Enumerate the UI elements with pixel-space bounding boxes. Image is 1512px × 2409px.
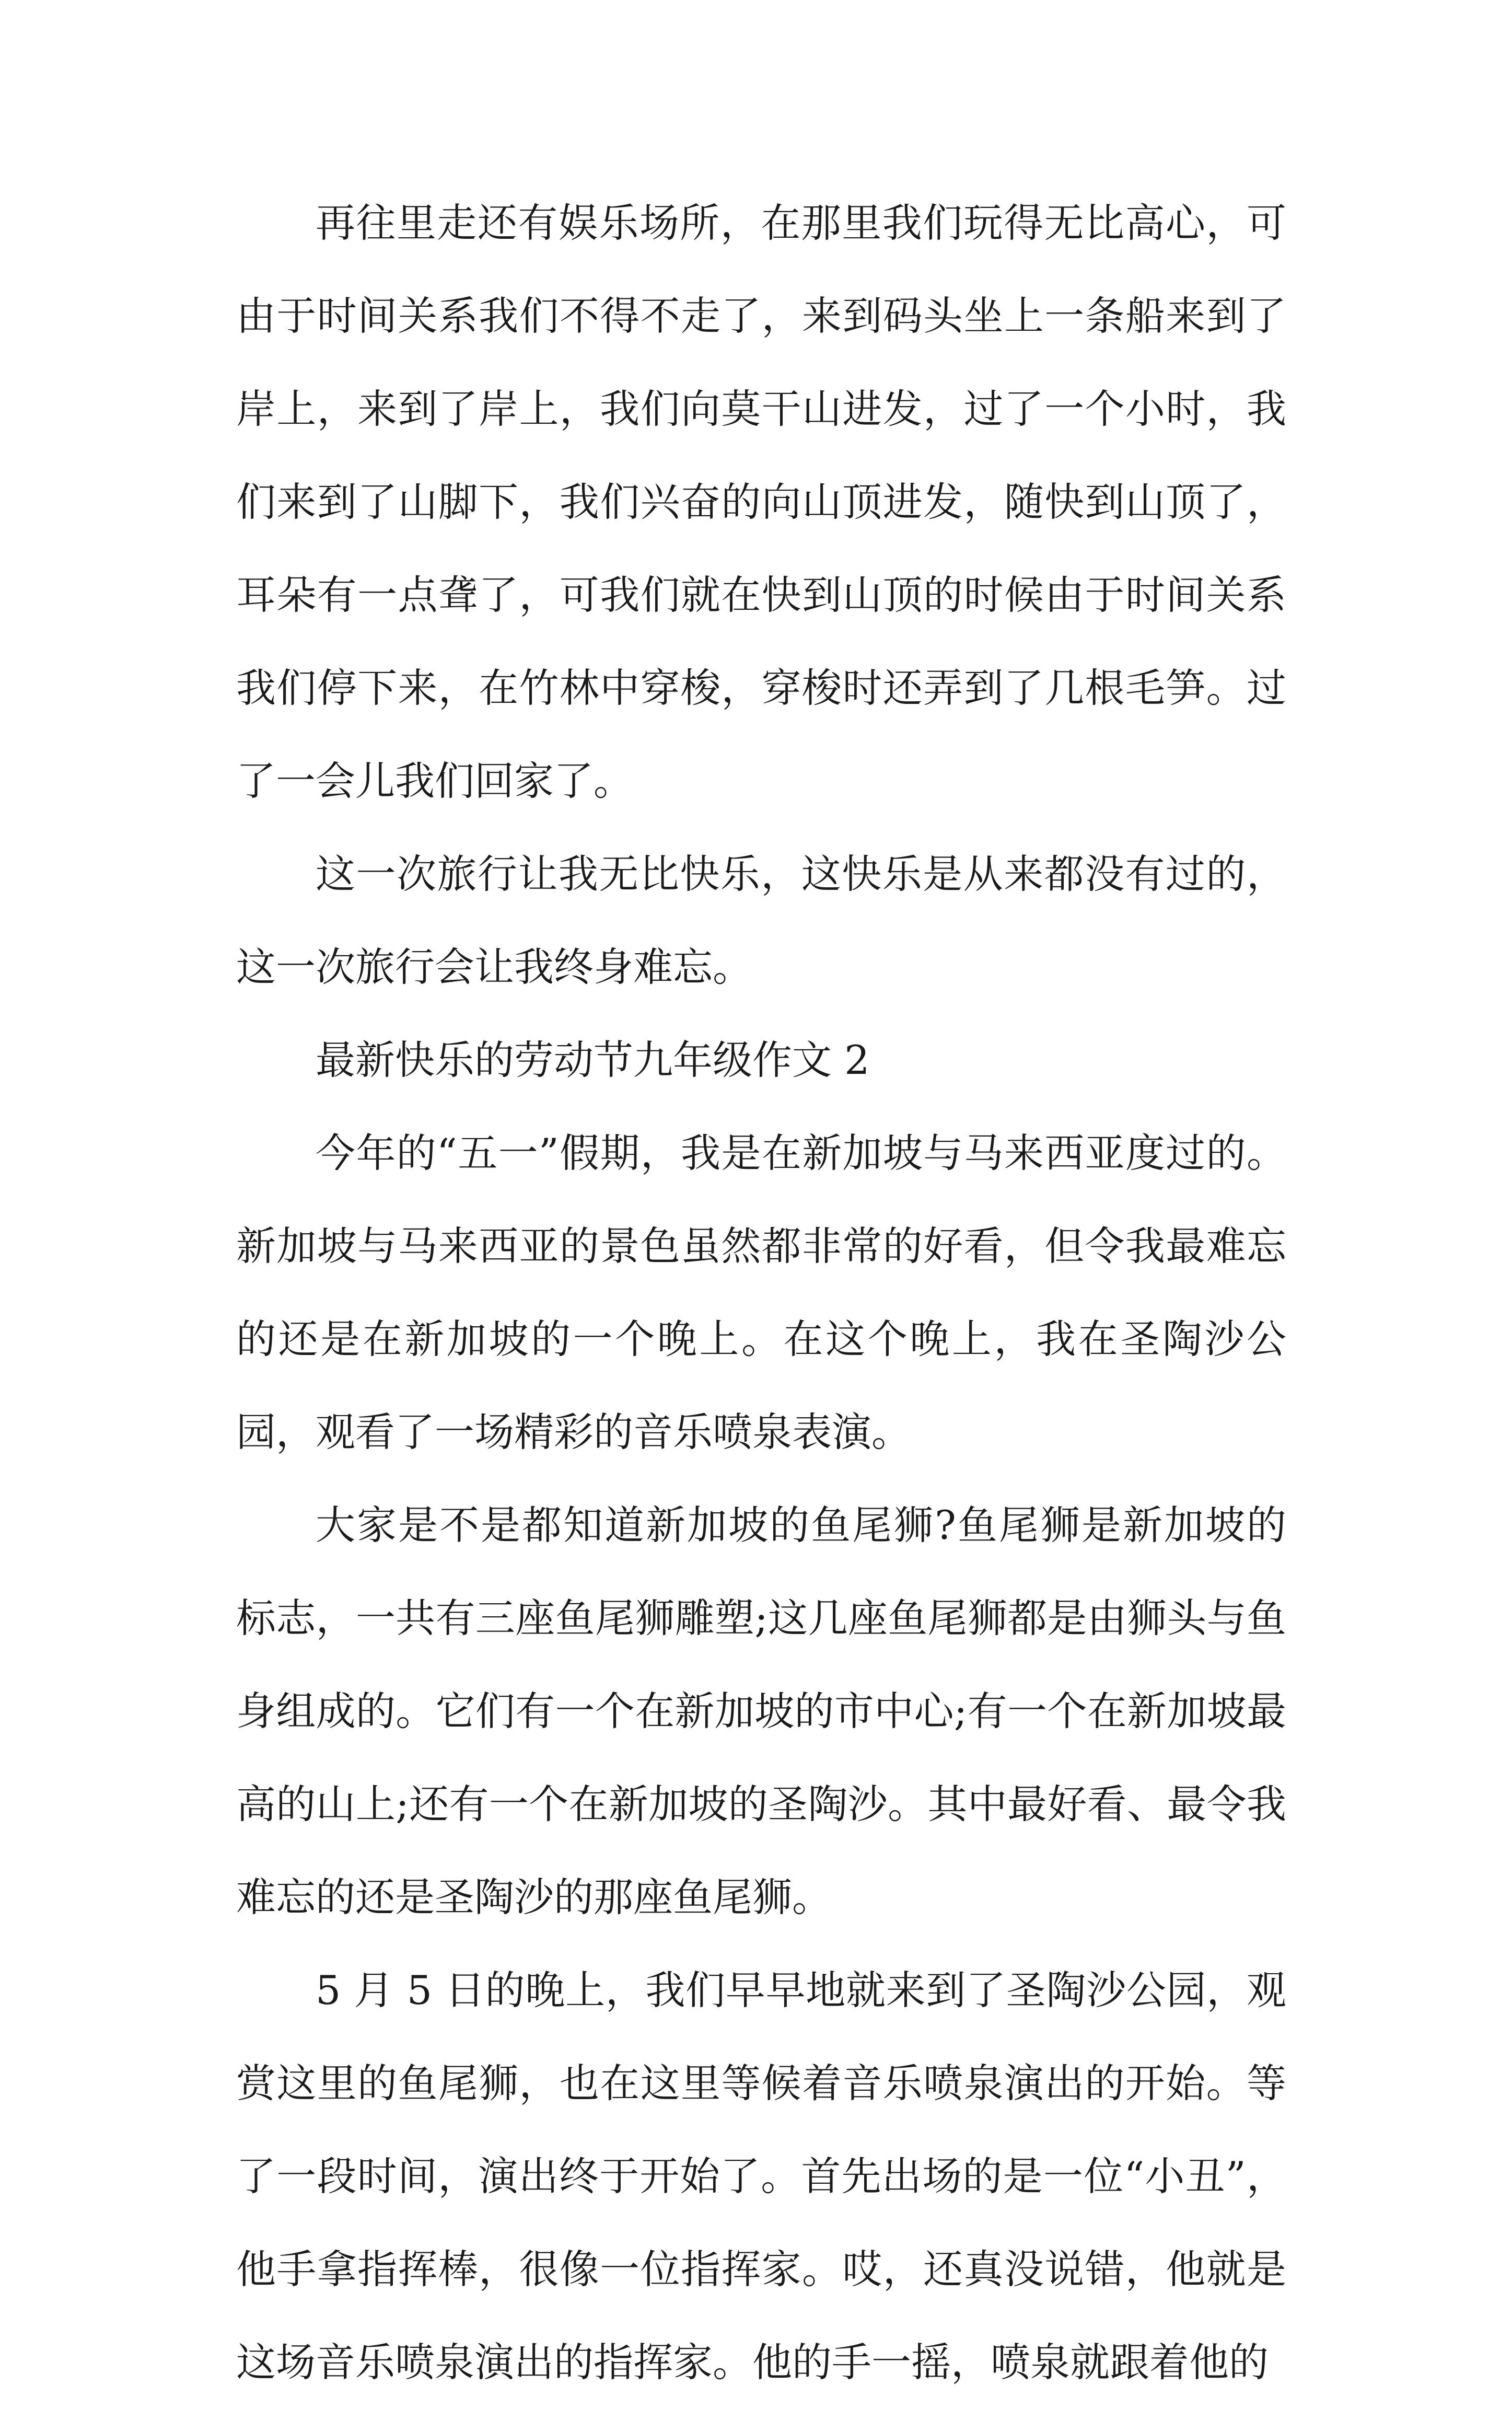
paragraph-3: 今年的“五一”假期，我是在新加坡与马来西亚度过的。新加坡与马来西亚的景色虽然都非常的好看，但令我最难忘的还是在新加坡的一个晚上。在这个晚上，我在圣陶沙公园，观看了一场精彩的音乐喷泉表演。	[236, 1130, 1286, 1455]
paragraph-2: 这一次旅行让我无比快乐，这快乐是从来都没有过的，这一次旅行会让我终身难忘。	[236, 851, 1286, 990]
paragraph-1: 再往里走还有娱乐场所，在那里我们玩得无比高心，可由于时间关系我们不得不走了，来到码头坐上一条船来到了岸上，来到了岸上，我们向莫干山进发，过了一个小时，我们来到了山脚下，我们兴奋的向山顶进发，随快到山顶了，耳朵有一点聋了，可我们就在快到山顶的时候由于时间关系我们停下来，在竹林中穿梭，穿梭时还弄到了几根毛笋。过了一会儿我们回家了。	[236, 200, 1286, 804]
section-title: 最新快乐的劳动节九年级作文 2	[316, 1037, 870, 1083]
paragraph-4: 大家是不是都知道新加坡的鱼尾狮?鱼尾狮是新加坡的标志，一共有三座鱼尾狮雕塑;这几座鱼尾狮都是由狮头与鱼身组成的。它们有一个在新加坡的市中心;有一个在新加坡最高的山上;还有一个在新加坡的圣陶沙。其中最好看、最令我难忘的还是圣陶沙的那座鱼尾狮。	[236, 1502, 1286, 1920]
document-body	[236, 177, 1286, 2409]
paragraph-5: 5 月 5 日的晚上，我们早早地就来到了圣陶沙公园，观赏这里的鱼尾狮，也在这里等候着音乐喷泉演出的开始。等了一段时间，演出终于开始了。首先出场的是一位“小丑”，他手拿指挥棒，很像一位指挥家。哎，还真没说错，他就是这场音乐喷泉演出的指挥家。他的手一摇，喷泉就跟着他的	[236, 1967, 1286, 2385]
